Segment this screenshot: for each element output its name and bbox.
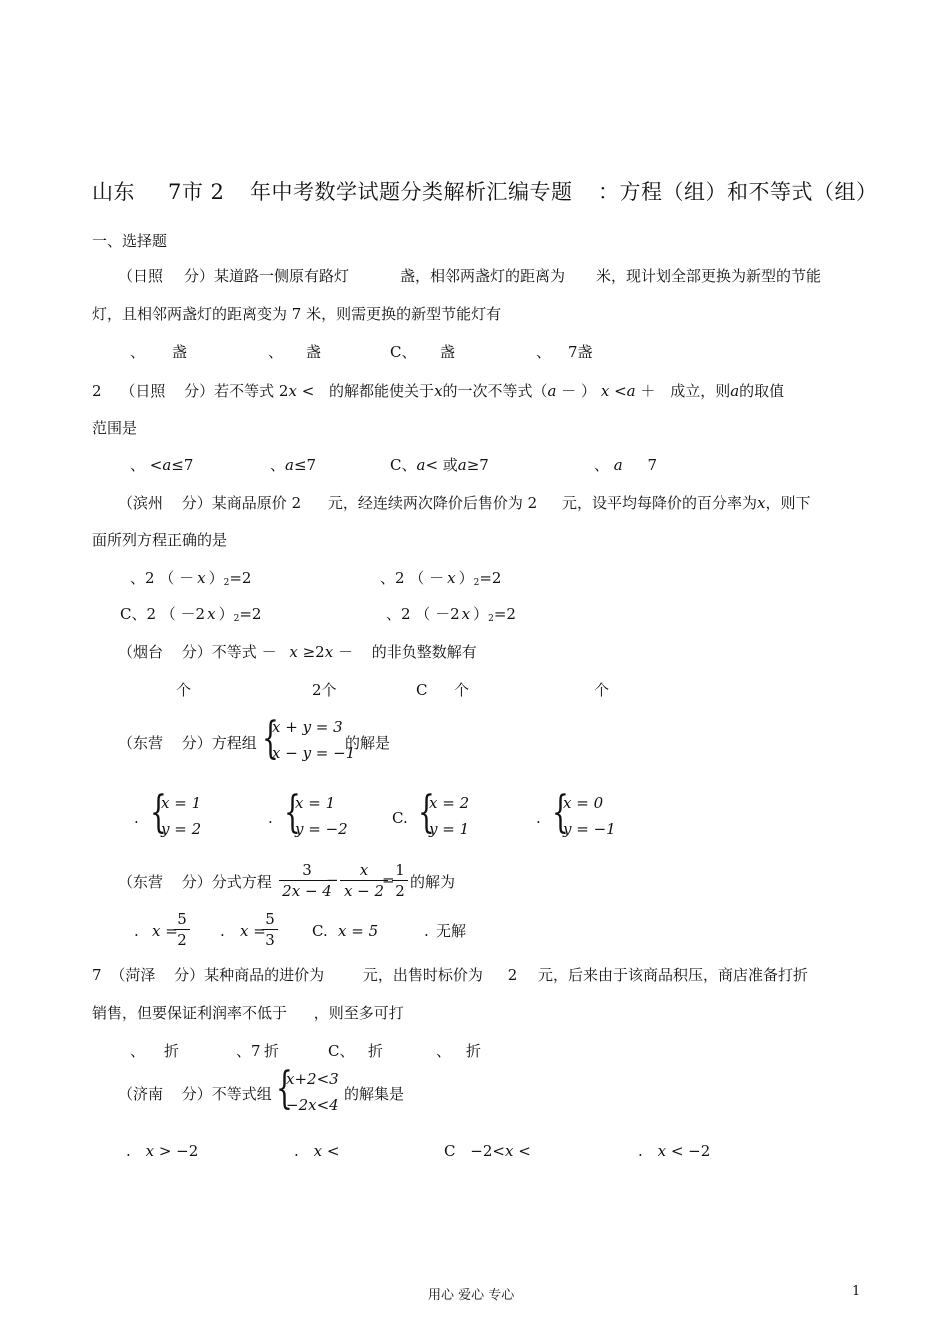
q6-fraction-1: 3 2x − 4 bbox=[279, 860, 335, 901]
q3-source: （滨州 bbox=[118, 494, 164, 512]
q1-line1-d: 米，现计划全部更换为新型的节能 bbox=[596, 267, 822, 285]
q5-option-d-brace: { bbox=[552, 787, 569, 838]
q6-option-d: 无解 bbox=[436, 922, 467, 940]
q6-source: （东营 分）分式方程 bbox=[118, 873, 272, 891]
q1-option-b-mark: 、 bbox=[268, 343, 284, 361]
q2-var: x bbox=[288, 382, 297, 400]
q2-var: x bbox=[600, 382, 610, 400]
q6-option-c: x = 5 bbox=[338, 922, 379, 940]
q2-opt-var: a bbox=[285, 456, 294, 474]
q5-option-c-mark: C. bbox=[392, 809, 408, 827]
q8-option-d: . x < −2 bbox=[638, 1142, 711, 1160]
q2-text: 分）若不等式 2 bbox=[184, 382, 289, 400]
q6-fraction-3: 1 2 bbox=[392, 860, 408, 901]
q2-opt-var: a bbox=[416, 456, 426, 474]
q1-option-d-mark: 、 bbox=[536, 343, 552, 361]
q1-option-c-mark: C、 bbox=[390, 343, 417, 361]
q6-option-a-mark: . bbox=[134, 922, 139, 940]
q3-line2: 面所列方程正确的是 bbox=[92, 531, 228, 549]
q1-line1-c: 盏，相邻两盏灯的距离为 bbox=[400, 267, 566, 285]
q2-text: 的解都能使关于 bbox=[329, 382, 435, 400]
section-heading: 一、选择题 bbox=[92, 232, 168, 250]
q4-line1: （烟台 分）不等式 － x ≥2x － 的非负整数解有 bbox=[118, 643, 477, 661]
q5-option-a-brace: { bbox=[150, 787, 167, 838]
q2-text: 的取值 bbox=[739, 382, 785, 400]
q2-opt-var: a bbox=[457, 456, 467, 474]
q2-option-c bbox=[390, 455, 489, 475]
q2-line2: 范围是 bbox=[92, 419, 138, 437]
q2-var: a bbox=[626, 382, 636, 400]
q2-option-d bbox=[594, 455, 657, 475]
q2-option-b bbox=[270, 455, 316, 475]
q5-eq1: x + y = 3 bbox=[272, 718, 343, 736]
q5-option-c-brace: { bbox=[418, 787, 435, 838]
q6-option-b-mark: . bbox=[220, 922, 225, 940]
q6-option-b-fraction: 5 3 bbox=[262, 909, 278, 950]
q6-tail: 的解为 bbox=[410, 873, 456, 891]
q5-option-b-mark: . bbox=[268, 809, 273, 827]
q8-tail: 的解集是 bbox=[344, 1085, 405, 1103]
q7-option-a: 折 bbox=[164, 1042, 180, 1060]
footer-text: 用心 爱心 专心 bbox=[428, 1288, 515, 1303]
q2-text: － ） bbox=[561, 382, 597, 400]
q4-option-c-mark: C bbox=[416, 681, 428, 699]
q2-text: < bbox=[614, 382, 627, 400]
document-title bbox=[92, 178, 135, 206]
q2-opt-text: < 或 bbox=[425, 456, 458, 474]
q7-option-c: 折 bbox=[368, 1042, 384, 1060]
q4-option-b: 2个 bbox=[312, 681, 337, 699]
q2-opt-text: 、 bbox=[594, 456, 610, 474]
q3-text: 元，经连续两次降价后售价为 2 bbox=[327, 494, 538, 512]
q6-option-d-mark: . bbox=[424, 922, 429, 940]
q2-opt-var: a bbox=[613, 456, 623, 474]
q1-option-a-mark: 、 bbox=[130, 343, 146, 361]
q7-option-d: 折 bbox=[466, 1042, 482, 1060]
q2-line1 bbox=[92, 381, 784, 401]
q3-option-a: 、2 （ － x ）2=2 bbox=[130, 569, 252, 588]
q2-number: 2 bbox=[92, 382, 102, 400]
q6-option-b: x = bbox=[240, 922, 266, 940]
q5-option-a-mark: . bbox=[134, 809, 139, 827]
q2-opt-text: ≤7 bbox=[171, 456, 194, 474]
q3-text: 元，设平均每降价的百分率为 bbox=[562, 494, 758, 512]
q2-opt-var: a bbox=[162, 456, 172, 474]
q8-option-a: . x > −2 bbox=[126, 1142, 199, 1160]
q4-option-c: 个 bbox=[454, 681, 470, 699]
q3-line1 bbox=[118, 493, 811, 513]
q5-brace: { bbox=[262, 713, 279, 764]
q6-option-a: x = bbox=[152, 922, 178, 940]
q2-opt-text: C、 bbox=[390, 456, 417, 474]
q1-line2: 灯，且相邻两盏灯的距离变为 7 米，则需更换的新型节能灯有 bbox=[92, 305, 502, 323]
q2-opt-text: ≤7 bbox=[293, 456, 317, 474]
q2-text: 成立，则 bbox=[670, 382, 731, 400]
q2-text: < bbox=[301, 382, 315, 400]
q1-line1-a: （日照 bbox=[118, 267, 164, 285]
q1-option-c: 盏 bbox=[440, 343, 456, 361]
q2-opt-text: 、 bbox=[270, 456, 286, 474]
q2-option-a bbox=[130, 455, 193, 475]
q4-option-d: 个 bbox=[594, 681, 610, 699]
q2-text: 的一次不等式（ bbox=[442, 382, 548, 400]
q7-line1: 7 （菏泽 分）某种商品的进价为 元，出售时标价为 2 元，后来由于该商品积压，商店准备打折 bbox=[92, 966, 809, 984]
document-title-part4: ：方程（组）和不等式（组） bbox=[598, 180, 878, 204]
q1-option-b: 盏 bbox=[306, 343, 322, 361]
q3-text: 分）某商品原价 2 bbox=[181, 494, 302, 512]
q3-option-c: C、2 （ －2 x ）2=2 bbox=[120, 605, 262, 624]
q3-option-b: 、2 （ － x ）2=2 bbox=[380, 569, 502, 588]
document-title-part2: 7市 2 bbox=[168, 180, 225, 204]
q5-option-d-mark: . bbox=[536, 809, 541, 827]
q8-eq1: x+2<3 bbox=[286, 1070, 339, 1088]
q1-option-d: 7盏 bbox=[568, 343, 593, 361]
q8-option-c: C −2<x < bbox=[444, 1142, 531, 1160]
q7-option-b-mark: 、7 bbox=[236, 1042, 261, 1060]
q5-tail: 的解是 bbox=[345, 734, 391, 752]
q8-source: （济南 分）不等式组 bbox=[118, 1085, 272, 1103]
q8-brace: { bbox=[276, 1063, 293, 1114]
q3-var: x bbox=[757, 494, 766, 512]
q7-option-a-mark: 、 bbox=[130, 1042, 146, 1060]
q2-var: x bbox=[434, 382, 443, 400]
q2-opt-text: ≥7 bbox=[466, 456, 489, 474]
q5-source: （东营 分）方程组 bbox=[118, 734, 257, 752]
q2-var: a bbox=[730, 382, 740, 400]
q1-option-a: 盏 bbox=[172, 343, 188, 361]
q6-fraction-2: x x − 2 bbox=[340, 860, 388, 901]
q7-option-c-mark: C、 bbox=[328, 1042, 355, 1060]
q6-equals: = bbox=[382, 871, 395, 889]
q5-eq2: x − y = −1 bbox=[272, 744, 356, 762]
page-number: 1 bbox=[852, 1284, 861, 1299]
q7-option-b: 折 bbox=[264, 1042, 280, 1060]
document-title-part3: 年中考数学试题分类解析汇编专题 bbox=[250, 180, 573, 204]
q2-opt-text: 、 < bbox=[130, 456, 163, 474]
q3-option-d: 、2 （ －2 x ）2=2 bbox=[386, 605, 516, 624]
q2-opt-text: 7 bbox=[647, 456, 658, 474]
q7-option-d-mark: 、 bbox=[436, 1042, 452, 1060]
q7-line2: 销售，但要保证利润率不低于 ，则至多可打 bbox=[92, 1004, 404, 1022]
q6-option-a-fraction: 5 2 bbox=[174, 909, 190, 950]
q1-line1-b: 分）某道路一侧原有路灯 bbox=[184, 267, 350, 285]
q2-var: a bbox=[547, 382, 557, 400]
q6-minus: − bbox=[326, 871, 339, 889]
q3-text: ，则下 bbox=[765, 494, 811, 512]
q6-option-c-mark: C. bbox=[312, 922, 328, 940]
q2-text: ＋ bbox=[640, 382, 656, 400]
q4-option-a: 个 bbox=[176, 681, 192, 699]
q8-eq2: −2x<4 bbox=[286, 1096, 339, 1114]
q8-option-b: . x < bbox=[294, 1142, 340, 1160]
q2-source: （日照 bbox=[120, 382, 166, 400]
title-part: 山东 bbox=[92, 180, 135, 204]
q5-option-b-brace: { bbox=[284, 787, 301, 838]
